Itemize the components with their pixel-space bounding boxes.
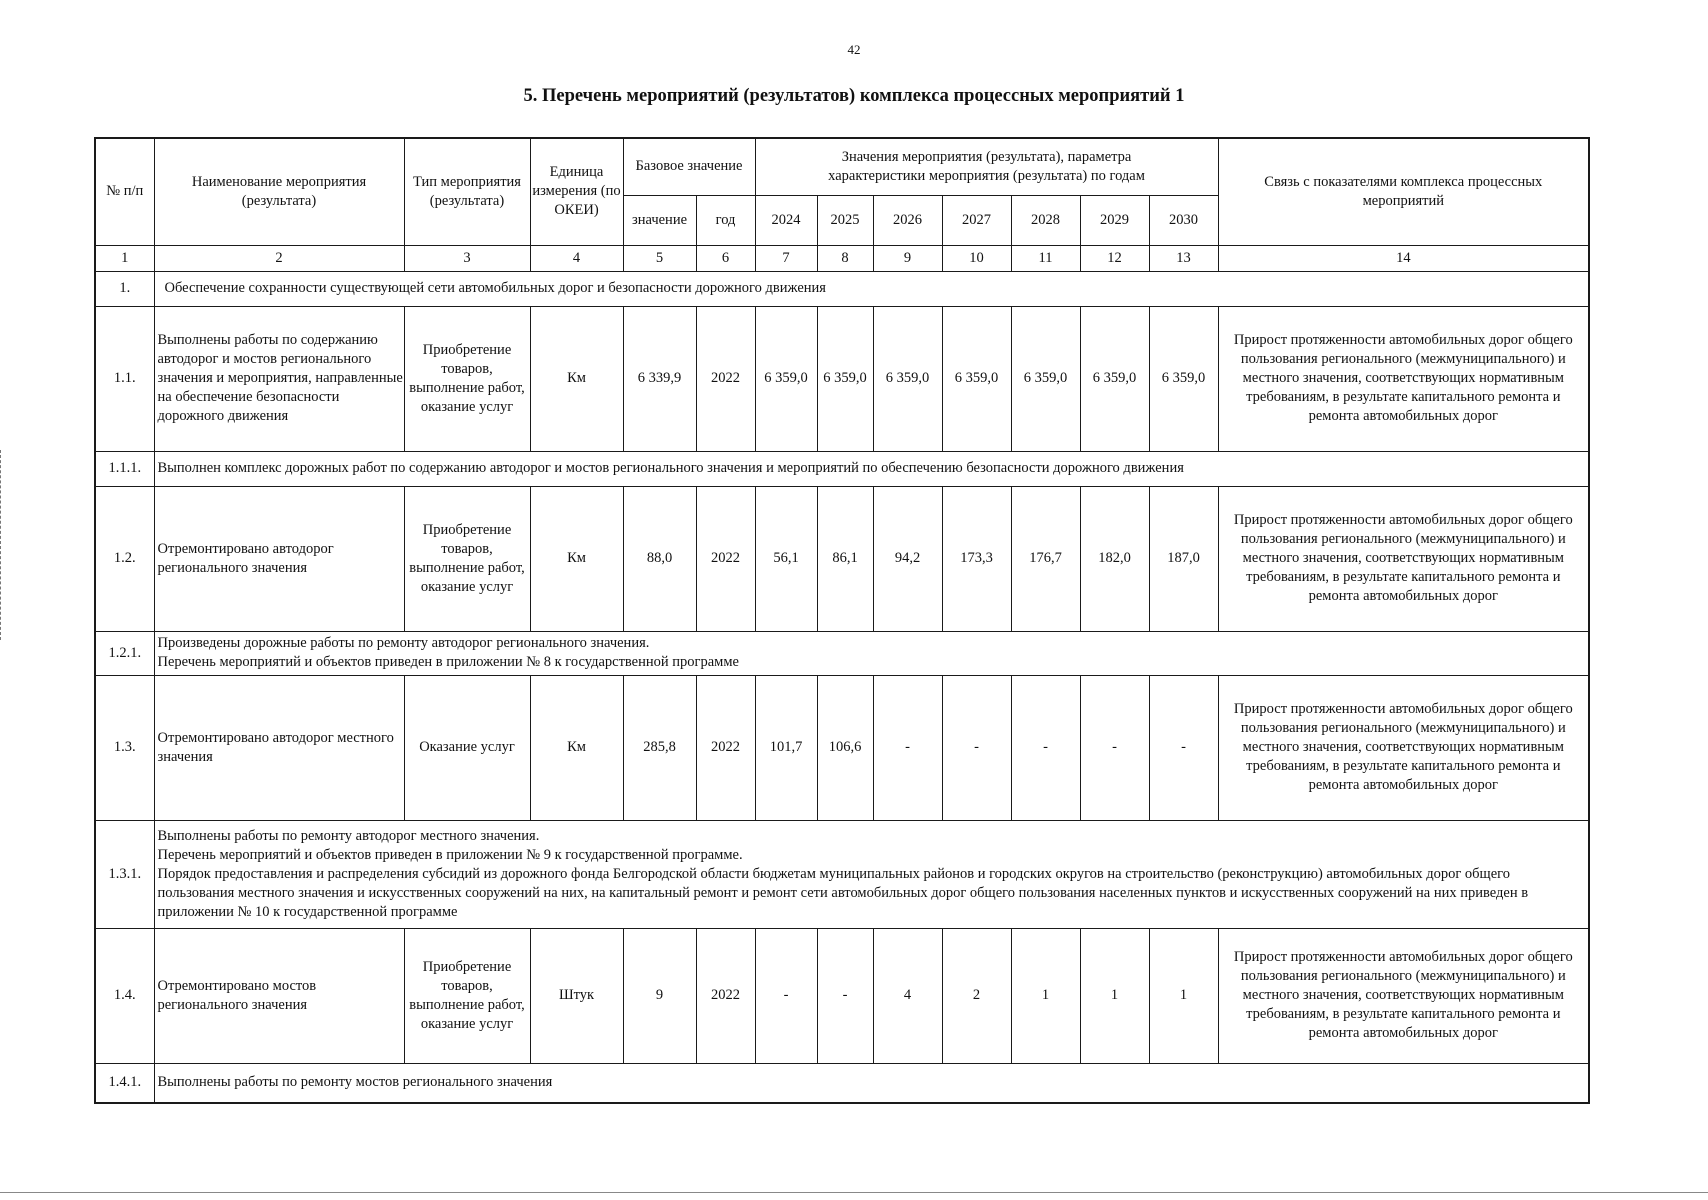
year-value: -: [817, 928, 873, 1063]
table-row: [95, 451, 1589, 486]
year-value: 6 359,0: [1080, 306, 1149, 451]
measure-type: Приобретение товаров, выполнение работ, оказание услуг: [404, 486, 530, 631]
year-value: 176,7: [1011, 486, 1080, 631]
column-number: 7: [755, 245, 817, 271]
row-num: 1.4.: [95, 928, 154, 1063]
year-value: 106,6: [817, 675, 873, 820]
indicator-link: Прирост протяженности автомобильных дорог общего пользования регионального (межмуниципального) и местного значения, соответствующих нормативным требованиям, в результате капитального ремонта и ремонта автомобильных дорог: [1218, 306, 1589, 451]
table-row: [95, 675, 1589, 820]
subrow-text: Выполнен комплекс дорожных работ по содержанию автодорог и мостов регионального значения и мероприятий по обеспечению безопасности дорожного движения: [154, 451, 1589, 486]
measure-unit: Км: [530, 306, 623, 451]
table-row: [95, 820, 1589, 928]
column-number: 3: [404, 245, 530, 271]
measure-type: Приобретение товаров, выполнение работ, оказание услуг: [404, 928, 530, 1063]
header-year: 2030: [1149, 195, 1218, 245]
header-type: Тип мероприятия (результата): [404, 138, 530, 245]
year-value: -: [1080, 675, 1149, 820]
year-value: 86,1: [817, 486, 873, 631]
subrow-text: [154, 631, 1589, 675]
header-base: Базовое значение: [623, 138, 755, 195]
measure-unit: Км: [530, 486, 623, 631]
year-value: 173,3: [942, 486, 1011, 631]
base-year: 2022: [696, 675, 755, 820]
row-num: 1.1.1.: [95, 451, 154, 486]
year-value: -: [755, 928, 817, 1063]
indicator-link: Прирост протяженности автомобильных дорог общего пользования регионального (межмуниципального) и местного значения, соответствующих нормативным требованиям, в результате капитального ремонта и ремонта автомобильных дорог: [1218, 675, 1589, 820]
header-base-value: значение: [623, 195, 696, 245]
measure-name: Отремонтировано автодорог местного значения: [154, 675, 404, 820]
column-number: 6: [696, 245, 755, 271]
year-value: 56,1: [755, 486, 817, 631]
table-row: [95, 631, 1589, 675]
subrow-line: Перечень мероприятий и объектов приведен в приложении № 8 к государственной программе: [157, 654, 739, 670]
year-value: 6 359,0: [755, 306, 817, 451]
row-num: 1.1.: [95, 306, 154, 451]
year-value: 6 359,0: [817, 306, 873, 451]
column-number: 12: [1080, 245, 1149, 271]
year-value: 6 359,0: [873, 306, 942, 451]
row-num: 1.3.: [95, 675, 154, 820]
row-num: 1.2.1.: [95, 631, 154, 675]
document-title: 5. Перечень мероприятий (результатов) комплекса процессных мероприятий 1: [523, 86, 1185, 106]
year-value: 6 359,0: [1149, 306, 1218, 451]
subrow-text: Выполнены работы по ремонту мостов регионального значения: [154, 1063, 1589, 1103]
header-link: Связь с показателями комплекса процессных мероприятий: [1218, 138, 1589, 245]
table-row: [95, 928, 1589, 1063]
measure-unit: Км: [530, 675, 623, 820]
section-num: 1.: [95, 271, 154, 306]
base-value: 6 339,9: [623, 306, 696, 451]
year-value: 1: [1080, 928, 1149, 1063]
header-name: Наименование мероприятия (результата): [154, 138, 404, 245]
subrow-text: [154, 820, 1589, 928]
measure-name: Отремонтировано мостов регионального значения: [154, 928, 404, 1063]
column-number: 4: [530, 245, 623, 271]
year-value: 182,0: [1080, 486, 1149, 631]
column-number: 14: [1218, 245, 1589, 271]
subrow-line: Порядок предоставления и распределения субсидий из дорожного фонда Белгородской области бюджетам муниципальных районов и городских округов на строительство (реконструкцию) автомобильных дорог общего пользования местного значения и искусственных сооружений на них, на капитальный ремонт и ремонт сети автомобильных дорог общего пользования населенных пунктов и искусственных сооружений на них приведен в приложении № 10 к государственной программе: [157, 865, 1529, 920]
base-value: 88,0: [623, 486, 696, 631]
column-number: 9: [873, 245, 942, 271]
subrow-line: Произведены дорожные работы по ремонту автодорог регионального значения.: [157, 635, 650, 651]
column-number: 1: [95, 245, 154, 271]
column-number: 10: [942, 245, 1011, 271]
measure-type: Приобретение товаров, выполнение работ, оказание услуг: [404, 306, 530, 451]
column-number: 13: [1149, 245, 1218, 271]
year-value: 1: [1011, 928, 1080, 1063]
header-year: 2024: [755, 195, 817, 245]
base-value: 9: [623, 928, 696, 1063]
measures-table: [94, 137, 1590, 1104]
measure-unit: Штук: [530, 928, 623, 1063]
measure-type: Оказание услуг: [404, 675, 530, 820]
year-value: 1: [1149, 928, 1218, 1063]
header-values-by-year: Значения мероприятия (результата), параметра характеристики мероприятия (результата) по годам: [755, 138, 1218, 195]
year-value: -: [1011, 675, 1080, 820]
year-value: -: [942, 675, 1011, 820]
header-unit: Единица измерения (по ОКЕИ): [530, 138, 623, 245]
year-value: 6 359,0: [942, 306, 1011, 451]
base-year: 2022: [696, 306, 755, 451]
row-num: 1.2.: [95, 486, 154, 631]
measure-name: Выполнены работы по содержанию автодорог и мостов регионального значения и мероприятия, направленные на обеспечение безопасности дорожного движения: [154, 306, 404, 451]
base-year: 2022: [696, 486, 755, 631]
header-row-1: [95, 138, 1589, 195]
indicator-link: Прирост протяженности автомобильных дорог общего пользования регионального (межмуниципального) и местного значения, соответствующих нормативным требованиям, в результате капитального ремонта и ремонта автомобильных дорог: [1218, 486, 1589, 631]
subrow-line: Выполнены работы по ремонту автодорог местного значения.: [157, 827, 540, 844]
table-row: [95, 486, 1589, 631]
header-year: 2026: [873, 195, 942, 245]
subrow-line: Перечень мероприятий и объектов приведен в приложении № 9 к государственной программе.: [157, 846, 743, 863]
header-year: 2025: [817, 195, 873, 245]
column-number: 11: [1011, 245, 1080, 271]
year-value: -: [873, 675, 942, 820]
row-num: 1.4.1.: [95, 1063, 154, 1103]
table-row: [95, 1063, 1589, 1103]
header-base-year: год: [696, 195, 755, 245]
year-value: -: [1149, 675, 1218, 820]
header-year: 2028: [1011, 195, 1080, 245]
header-year: 2027: [942, 195, 1011, 245]
year-value: 4: [873, 928, 942, 1063]
year-value: 94,2: [873, 486, 942, 631]
column-number: 8: [817, 245, 873, 271]
scan-margin-mark: [0, 450, 2, 640]
measure-name: Отремонтировано автодорог регионального значения: [154, 486, 404, 631]
base-value: 285,8: [623, 675, 696, 820]
section-title: Обеспечение сохранности существующей сети автомобильных дорог и безопасности дорожного движения: [154, 271, 1589, 306]
scan-bottom-rule: [0, 1192, 1708, 1193]
table-row: [95, 306, 1589, 451]
column-numbers-row: [95, 245, 1589, 271]
row-num: 1.3.1.: [95, 820, 154, 928]
section-row: [95, 271, 1589, 306]
year-value: 2: [942, 928, 1011, 1063]
column-number: 2: [154, 245, 404, 271]
year-value: 187,0: [1149, 486, 1218, 631]
base-year: 2022: [696, 928, 755, 1063]
page-number: 42: [847, 42, 861, 57]
year-value: 101,7: [755, 675, 817, 820]
year-value: 6 359,0: [1011, 306, 1080, 451]
header-num: № п/п: [95, 138, 154, 245]
column-number: 5: [623, 245, 696, 271]
header-year: 2029: [1080, 195, 1149, 245]
indicator-link: Прирост протяженности автомобильных дорог общего пользования регионального (межмуниципального) и местного значения, соответствующих нормативным требованиям, в результате капитального ремонта и ремонта автомобильных дорог: [1218, 928, 1589, 1063]
